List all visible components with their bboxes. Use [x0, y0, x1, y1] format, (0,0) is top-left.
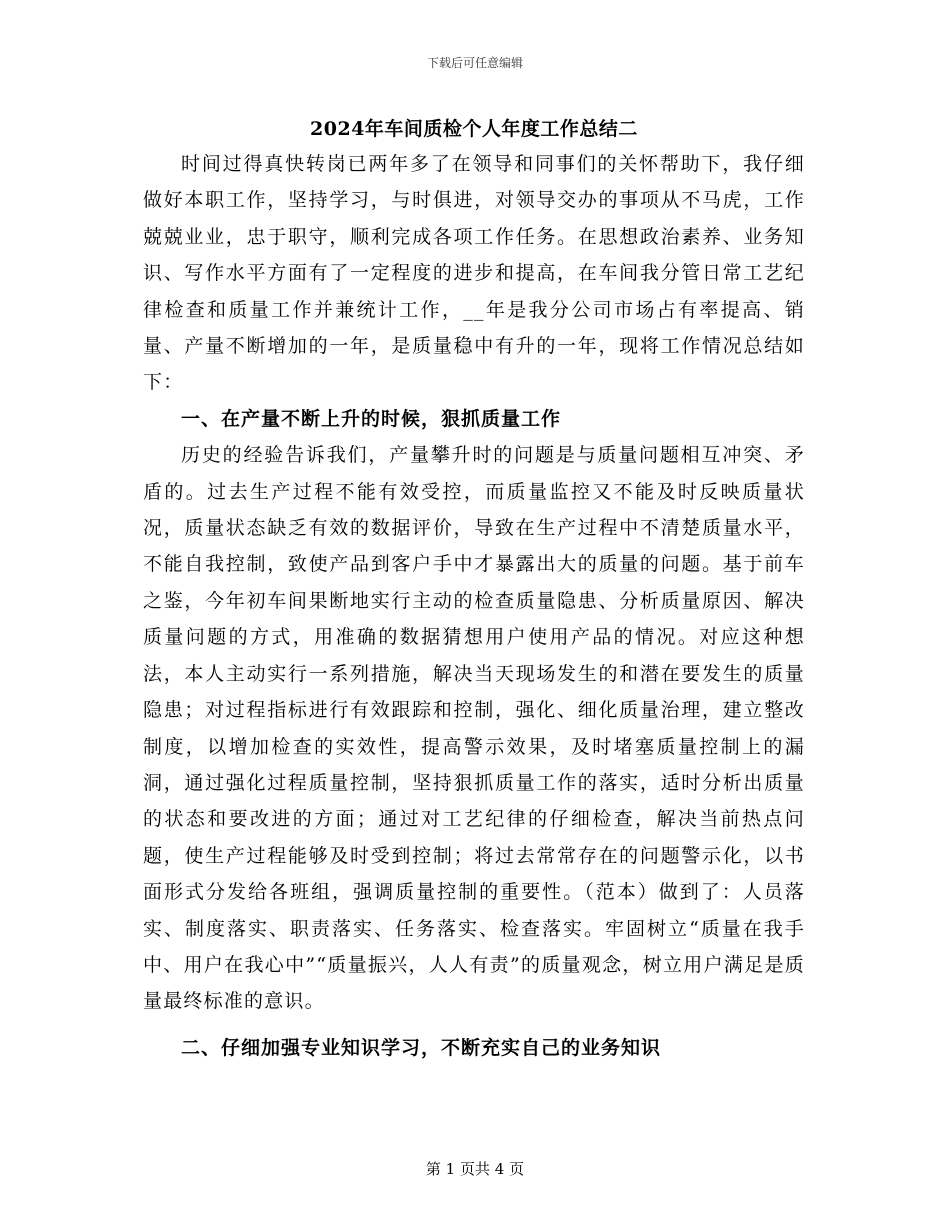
- intro-paragraph: 时间过得真快转岗已两年多了在领导和同事们的关怀帮助下，我仔细做好本职工作，坚持学习，与时俱进，对领导交办的事项从不马虎，工作兢兢业业，忠于职守，顺利完成各项工作任务。在思想政治素养、业务知识、写作水平方面有了一定程度的进步和提高，在车间我分管日常工艺纪律检查和质量工作并兼统计工作，__年是我分公司市场占有率提高、销量、产量不断增加的一年，是质量稳中有升的一年，现将工作情况总结如下：: [143, 153, 805, 394]
- section-1-paragraph: 历史的经验告诉我们，产量攀升时的问题是与质量问题相互冲突、矛盾的。过去生产过程不能有效受控，而质量监控又不能及时反映质量状况，质量状态缺乏有效的数据评价，导致在生产过程中不清楚质量水平，不能自我控制，致使产品到客户手中才暴露出大的质量的问题。基于前车之鉴，今年初车间果断地实行主动的检查质量隐患、分析质量原因、解决质量问题的方式，用准确的数据猜想用户使用产品的情况。对应这种想法，本人主动实行一系列措施，解决当天现场发生的和潜在要发生的质量隐患；对过程指标进行有效跟踪和控制，强化、细化质量治理，建立整改制度，以增加检查的实效性，提高警示效果，及时堵塞质量控制上的漏洞，通过强化过程质量控制，坚持狠抓质量工作的落实，适时分析出质量的状态和要改进的方面；通过对工艺纪律的仔细检查，解决当前热点问题，使生产过程能够及时受到控制；将过去常常存在的问题警示化，以书面形式分发给各班组，强调质量控制的重要性。（范本）做到了：人员落实、制度落实、职责落实、任务落实、检查落实。牢固树立“质量在我手中、用户在我心中”“质量振兴，人人有责”的质量观念，树立用户满足是质量最终标准的意识。: [143, 444, 805, 1013]
- document-title: 2024年车间质检个人年度工作总结二: [310, 118, 638, 140]
- document-body: [143, 112, 805, 1066]
- page-number: 第 1 页共 4 页: [425, 1160, 525, 1178]
- page-header: 下载后可任意编辑: [426, 56, 523, 70]
- section-heading-2: 二、仔细加强专业知识学习，不断充实自己的业务知识: [181, 1036, 662, 1059]
- section-heading-1: 一、在产量不断上升的时候，狠抓质量工作: [181, 407, 562, 430]
